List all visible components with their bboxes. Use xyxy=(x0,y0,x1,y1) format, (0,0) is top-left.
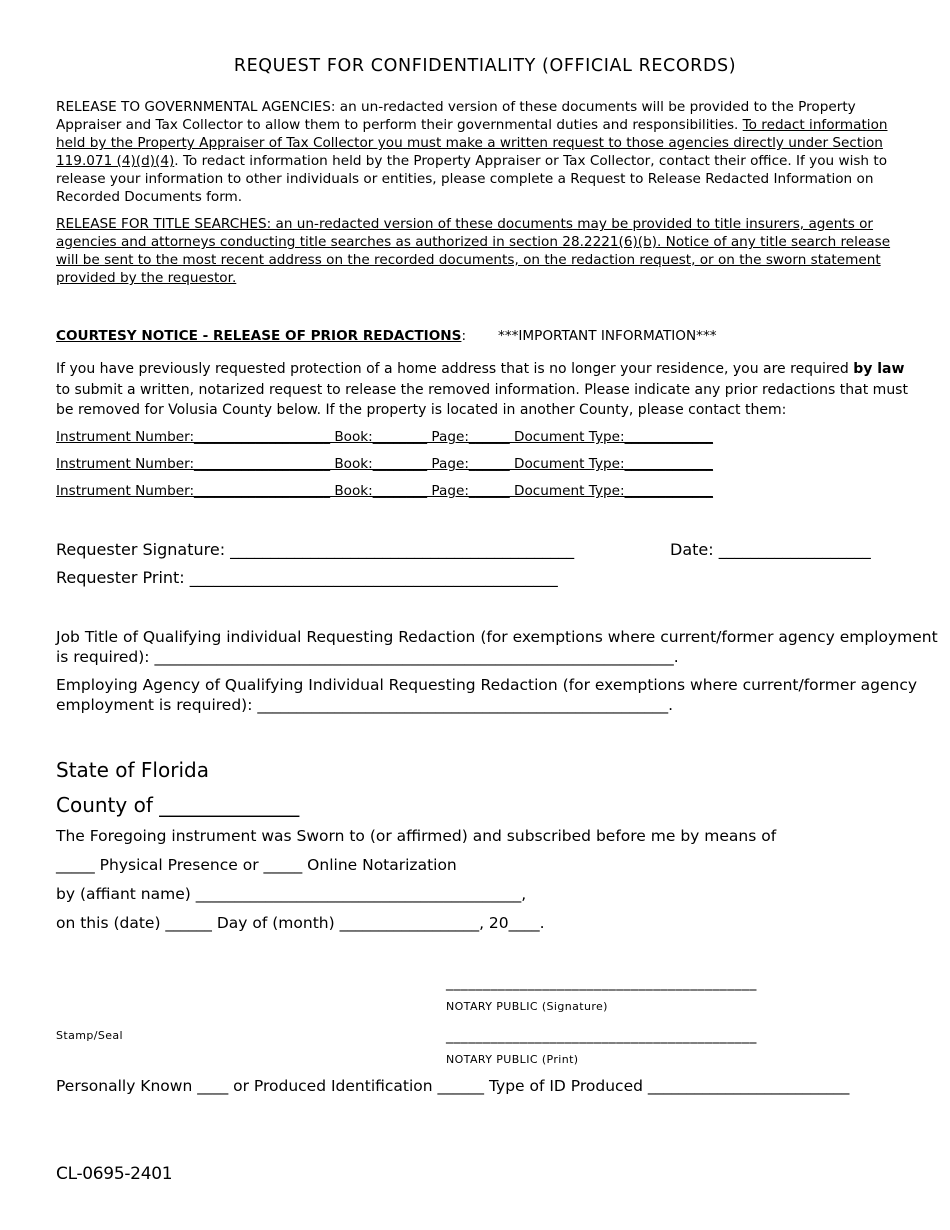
release-gov-text-1: an un-redacted version of these documents will be provided to the Property Appraiser and Tax Collector to allow them to perform their governmental duties and responsibilities. xyxy=(56,99,856,133)
requester-signature-field[interactable]: Requester Signature: ___________________________________________ xyxy=(56,540,575,559)
release-governmental-agencies xyxy=(56,98,916,206)
courtesy-colon: : xyxy=(461,328,467,344)
courtesy-notice-text xyxy=(56,359,916,421)
county-field[interactable]: County of ______________ xyxy=(56,793,300,817)
form-code: CL-0695-2401 xyxy=(56,1164,173,1184)
courtesy-text-2: to submit a written, notarized request to release the removed information. Please indicate any prior redactions that must be removed for Volusia County below. If the property is located in another County, please contact them: xyxy=(56,381,908,418)
presence-selection[interactable]: _____ Physical Presence or _____ Online Notarization xyxy=(56,856,457,874)
sworn-statement: The Foregoing instrument was Sworn to (or affirmed) and subscribed before me by means of xyxy=(56,827,777,845)
notary-print-label: NOTARY PUBLIC (Print) xyxy=(446,1053,579,1066)
courtesy-text-1: If you have previously requested protection of a home address that is no longer your residence, you are required xyxy=(56,361,854,377)
requester-date-field[interactable]: Date: ___________________ xyxy=(670,540,871,559)
state-of-florida: State of Florida xyxy=(56,758,209,782)
important-info: ***IMPORTANT INFORMATION*** xyxy=(498,328,717,344)
affiant-name-field[interactable]: by (affiant name) __________________________________________, xyxy=(56,885,527,903)
notary-signature-line[interactable]: __________________________________________ xyxy=(446,975,757,991)
release-gov-lead: RELEASE TO GOVERNMENTAL AGENCIES: xyxy=(56,99,336,115)
page-title: REQUEST FOR CONFIDENTIALITY (OFFICIAL RECORDS) xyxy=(233,56,737,76)
courtesy-heading-text: COURTESY NOTICE - RELEASE OF PRIOR REDACTIONS xyxy=(56,328,462,344)
stamp-seal-label: Stamp/Seal xyxy=(56,1029,123,1042)
notary-signature-label: NOTARY PUBLIC (Signature) xyxy=(446,1000,608,1013)
employing-agency-field[interactable]: employment is required): _____________________________________________________. xyxy=(56,696,674,714)
instrument-row-3[interactable]: Instrument Number:____________________ Book:________ Page:______ Document Type:_____________ xyxy=(56,483,713,499)
notary-print-line[interactable]: __________________________________________ xyxy=(446,1028,757,1044)
release-gov-text-2: . To redact information held by the Property Appraiser or Tax Collector, contact their office. If you wish to release your information to other individuals or entities, please complete a Request to Release Redacted Information on Recorded Documents form. xyxy=(56,153,888,205)
job-title-field[interactable]: is required): ___________________________________________________________________. xyxy=(56,648,679,666)
job-title-line-1: Job Title of Qualifying individual Requesting Redaction (for exemptions where current/former agency employment xyxy=(56,628,938,646)
requester-print-field[interactable]: Requester Print: ______________________________________________ xyxy=(56,568,558,587)
instrument-row-2[interactable]: Instrument Number:____________________ Book:________ Page:______ Document Type:_____________ xyxy=(56,456,713,472)
employing-agency-line-1: Employing Agency of Qualifying Individual Requesting Redaction (for exemptions where current/former agency xyxy=(56,676,918,694)
notarization-date-field[interactable]: on this (date) ______ Day of (month) __________________, 20____. xyxy=(56,914,545,932)
release-gov-underlined: To redact information held by the Property Appraiser of Tax Collector you must make a written request to those agencies directly under Section 119.071 (4)(d)(4) xyxy=(56,117,888,169)
by-law-bold: by law xyxy=(853,361,905,377)
release-title-searches: RELEASE FOR TITLE SEARCHES: an un-redacted version of these documents may be provided to title insurers, agents or agencies and attorneys conducting title searches as authorized in section 28.2221(6)(b). Notice of any title search release will be sent to the most recent address on the recorded documents, on the redaction request, or on the sworn statement provided by the requestor. xyxy=(56,216,891,286)
courtesy-notice-heading xyxy=(56,328,717,344)
identification-line[interactable]: Personally Known ____ or Produced Identification ______ Type of ID Produced __________________________ xyxy=(56,1077,850,1095)
instrument-row-1[interactable]: Instrument Number:____________________ Book:________ Page:______ Document Type:_____________ xyxy=(56,429,713,445)
